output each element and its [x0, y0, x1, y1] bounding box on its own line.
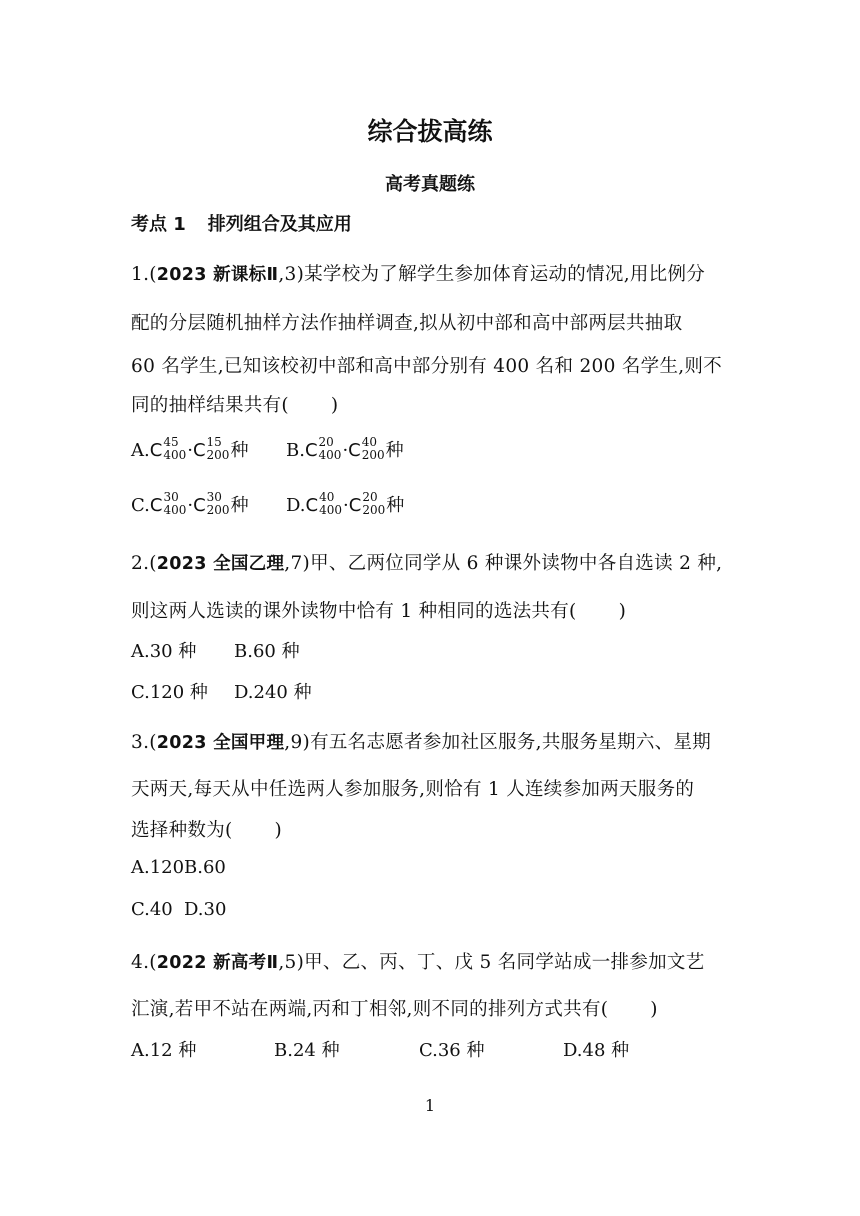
question-3-line-1: 3.(2023 全国甲理,9)有五名志愿者参加社区服务,共服务星期六、星期 — [131, 732, 712, 753]
page-title: 综合拔高练 — [367, 117, 493, 146]
question-1-line-4: 同的抽样结果共有( ) — [131, 395, 339, 416]
section-label: 考点 1 — [131, 214, 186, 235]
question-4-option-d: D.48 种 — [563, 1040, 630, 1061]
question-3-source: 2023 全国甲理 — [156, 733, 285, 753]
question-3-line-3: 选择种数为( ) — [131, 820, 283, 841]
question-2-option-b: B.60 种 — [234, 641, 300, 662]
question-1-option-c: C.C 30 400 ·C 30 200 种 — [131, 490, 249, 517]
question-2-line-1: 2.(2023 全国乙理,7)甲、乙两位同学从 6 种课外读物中各自选读 2 种, — [131, 553, 723, 574]
question-1-line-1: 1.(2023 新课标Ⅱ,3)某学校为了解学生参加体育运动的情况,用比例分 — [131, 264, 706, 285]
question-1-option-a: A.C 45 400 ·C 15 200 种 — [131, 435, 249, 462]
question-3-line-2: 天两天,每天从中任选两人参加服务,则恰有 1 人连续参加两天服务的 — [131, 779, 695, 800]
question-1-line-2: 配的分层随机抽样方法作抽样调查,拟从初中部和高中部两层共抽取 — [131, 313, 683, 334]
question-3-option-d: D.30 — [184, 899, 227, 920]
question-4-line-1: 4.(2022 新高考Ⅱ,5)甲、乙、丙、丁、戊 5 名同学站成一排参加文艺 — [131, 952, 705, 973]
question-3-option-c: C.40 — [131, 899, 173, 920]
question-3-option-a: A.120 — [131, 857, 185, 878]
question-4-line-2: 汇演,若甲不站在两端,丙和丁相邻,则不同的排列方式共有( ) — [131, 999, 658, 1020]
question-1-option-d: D.C 40 400 ·C 20 200 种 — [286, 490, 405, 517]
question-1-line-3: 60 名学生,已知该校初中部和高中部分别有 400 名和 200 名学生,则不 — [131, 356, 723, 377]
question-4-option-a: A.12 种 — [131, 1040, 197, 1061]
question-2-option-d: D.240 种 — [234, 682, 312, 703]
question-2-line-2: 则这两人选读的课外读物中恰有 1 种相同的选法共有( ) — [131, 601, 627, 622]
question-2-source: 2023 全国乙理 — [156, 554, 285, 574]
page-number: 1 — [424, 1096, 436, 1115]
page-subtitle: 高考真题练 — [385, 174, 475, 195]
question-4-option-c: C.36 种 — [419, 1040, 485, 1061]
question-1-source: 2023 新课标Ⅱ — [156, 265, 279, 285]
question-3-option-b: B.60 — [184, 857, 226, 878]
question-4-source: 2022 新高考Ⅱ — [156, 953, 279, 973]
section-name: 排列组合及其应用 — [207, 214, 352, 235]
question-2-option-a: A.30 种 — [131, 641, 197, 662]
question-1-option-b: B.C 20 400 ·C 40 200 种 — [286, 435, 404, 462]
question-4-option-b: B.24 种 — [274, 1040, 340, 1061]
question-2-option-c: C.120 种 — [131, 682, 208, 703]
section-heading — [131, 210, 352, 236]
